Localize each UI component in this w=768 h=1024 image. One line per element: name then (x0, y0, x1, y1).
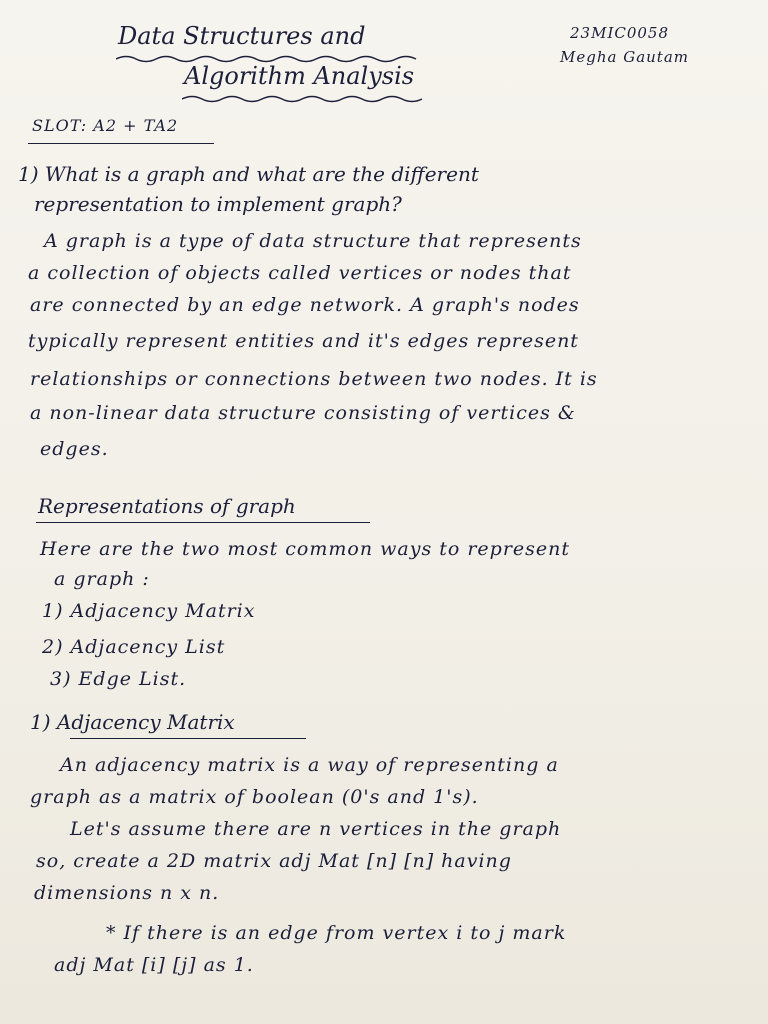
representations-intro-1: Here are the two most common ways to represent (40, 538, 571, 560)
answer-line-6: a non-linear data structure consisting of vertices & (30, 402, 576, 424)
representation-item-3: 3) Edge List. (50, 668, 187, 690)
adjacency-line-2: graph as a matrix of boolean (0's and 1's). (30, 786, 479, 808)
answer-line-4: typically represent entities and it's edges represent (28, 330, 579, 352)
adjacency-line-6: * If there is an edge from vertex i to j mark (106, 922, 567, 944)
adjacency-line-4: so, create a 2D matrix adj Mat [n] [n] having (36, 850, 512, 872)
slot-underline (28, 143, 214, 144)
answer-line-3: are connected by an edge network. A graph's nodes (30, 294, 580, 316)
title-line-1: Data Structures and (118, 22, 366, 50)
title-line-2: Algorithm Analysis (184, 62, 415, 90)
question-line-1: 1) What is a graph and what are the different (18, 162, 479, 186)
representation-item-1: 1) Adjacency Matrix (42, 600, 256, 622)
answer-line-7: edges. (40, 438, 109, 460)
representations-heading: Representations of graph (38, 494, 296, 518)
adjacency-line-1: An adjacency matrix is a way of representing a (60, 754, 559, 776)
answer-line-2: a collection of objects called vertices or nodes that (28, 262, 572, 284)
representations-underline (36, 522, 370, 523)
student-name: Megha Gautam (560, 48, 689, 66)
representations-intro-2: a graph : (54, 568, 150, 590)
representation-item-2: 2) Adjacency List (42, 636, 226, 658)
adjacency-matrix-underline (70, 738, 306, 739)
title-underline-2 (182, 94, 432, 104)
adjacency-line-5: dimensions n x n. (34, 882, 220, 904)
answer-line-1: A graph is a type of data structure that represents (44, 230, 582, 252)
adjacency-line-7: adj Mat [i] [j] as 1. (54, 954, 254, 976)
answer-line-5: relationships or connections between two nodes. It is (30, 368, 598, 390)
question-line-2: representation to implement graph? (34, 192, 402, 216)
roll-number: 23MIC0058 (570, 24, 670, 42)
slot-label: SLOT: A2 + TA2 (32, 116, 179, 135)
adjacency-line-3: Let's assume there are n vertices in the graph (70, 818, 562, 840)
adjacency-matrix-heading: 1) Adjacency Matrix (30, 710, 235, 734)
